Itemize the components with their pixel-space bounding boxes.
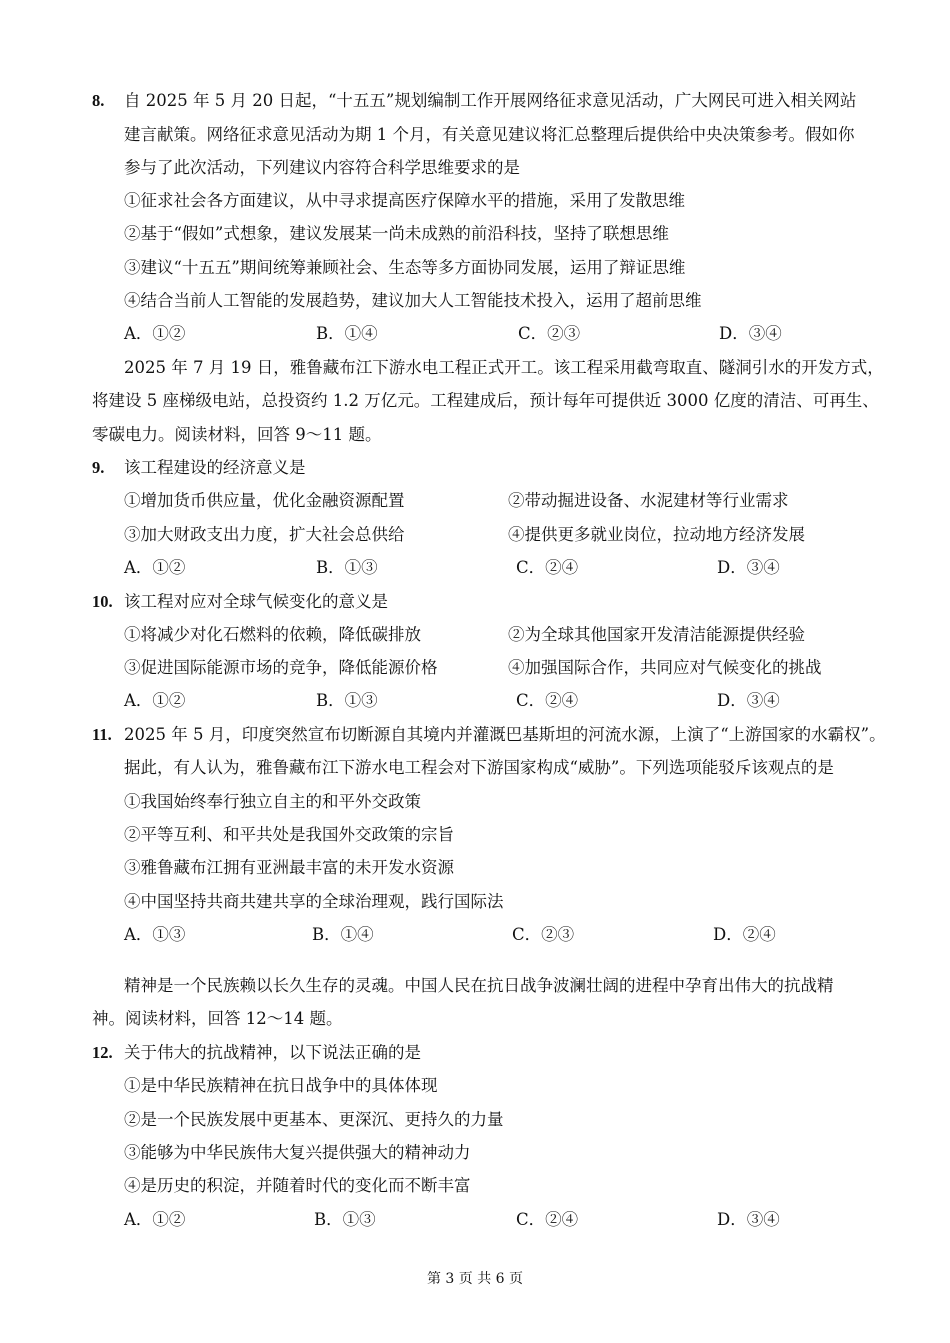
question-stem: 建言献策。网络征求意见活动为期 1 个月，有关意见建议将汇总整理后提供给中央决策参考。假如你 [124,125,855,144]
statement-item: ④结合当前人工智能的发展趋势，建议加大人工智能技术投入，运用了超前思维 [124,291,702,310]
statement-item: ④加强国际合作，共同应对气候变化的挑战 [508,658,822,677]
answer-option-a: A．①③ [124,925,186,944]
statement-item: ①我国始终奉行独立自主的和平外交政策 [124,792,421,811]
answer-option-d: D．②④ [713,925,776,944]
statement-item: ③雅鲁藏布江拥有亚洲最丰富的未开发水资源 [124,858,454,877]
answer-option-c: C．②③ [518,324,581,343]
statement-item: ③建议“十五五”期间统筹兼顾社会、生态等多方面协同发展，运用了辩证思维 [124,258,686,277]
answer-option-b: B．①③ [316,691,378,710]
answer-option-b: B．①③ [314,1210,376,1229]
answer-option-a: A．①② [124,324,186,343]
statement-item: ①是中华民族精神在抗日战争中的具体体现 [124,1076,438,1095]
answer-option-d: D．③④ [717,1210,780,1229]
answer-option-c: C．②④ [516,1210,579,1229]
statement-item: ④中国坚持共商共建共享的全球治理观，践行国际法 [124,892,504,911]
question-number: 9. [92,458,105,477]
answer-option-d: D．③④ [719,324,782,343]
question-number: 10. [92,592,113,611]
statement-item: ①将减少对化石燃料的依赖，降低碳排放 [124,625,421,644]
question-stem: 参与了此次活动，下列建议内容符合科学思维要求的是 [124,158,520,177]
statement-item: ③加大财政支出力度，扩大社会总供给 [124,525,405,544]
answer-option-a: A．①② [124,691,186,710]
material-text: 将建设 5 座梯级电站，总投资约 1.2 万亿元。工程建成后，预计每年可提供近 3000 亿度的清洁、可再生、 [92,391,879,410]
statement-item: ③促进国际能源市场的竞争，降低能源价格 [124,658,438,677]
material-text: 神。阅读材料，回答 12～14 题。 [92,1009,343,1028]
question-stem: 2025 年 5 月，印度突然宣布切断源自其境内并灌溉巴基斯坦的河流水源，上演了“上游国家的水霸权”。 [124,725,886,744]
material-text: 零碳电力。阅读材料，回答 9～11 题。 [92,425,382,444]
question-stem: 据此，有人认为，雅鲁藏布江下游水电工程会对下游国家构成“威胁”。下列选项能驳斥该观点的是 [124,758,834,777]
statement-item: ②是一个民族发展中更基本、更深沉、更持久的力量 [124,1110,504,1129]
statement-item: ③能够为中华民族伟大复兴提供强大的精神动力 [124,1143,471,1162]
question-stem: 该工程建设的经济意义是 [124,458,306,477]
statement-item: ①增加货币供应量，优化金融资源配置 [124,491,405,510]
question-number: 11. [92,725,112,744]
statement-item: ②带动掘进设备、水泥建材等行业需求 [508,491,789,510]
answer-option-c: C．②③ [512,925,575,944]
question-number: 8. [92,91,105,110]
question-stem: 关于伟大的抗战精神，以下说法正确的是 [124,1043,421,1062]
statement-item: ②平等互利、和平共处是我国外交政策的宗旨 [124,825,454,844]
material-text: 精神是一个民族赖以长久生存的灵魂。中国人民在抗日战争波澜壮阔的进程中孕育出伟大的抗战精 [124,976,834,995]
answer-option-a: A．①② [124,558,186,577]
question-stem: 该工程对应对全球气候变化的意义是 [124,592,388,611]
statement-item: ④是历史的积淀，并随着时代的变化而不断丰富 [124,1176,471,1195]
statement-item: ②为全球其他国家开发清洁能源提供经验 [508,625,805,644]
statement-item: ②基于“假如”式想象，建议发展某一尚未成熟的前沿科技，坚持了联想思维 [124,224,669,243]
statement-item: ①征求社会各方面建议，从中寻求提高医疗保障水平的措施，采用了发散思维 [124,191,685,210]
answer-option-b: B．①④ [316,324,378,343]
answer-option-c: C．②④ [516,691,579,710]
question-stem: 自 2025 年 5 月 20 日起，“十五五”规划编制工作开展网络征求意见活动，广大网民可进入相关网站 [124,91,857,110]
answer-option-c: C．②④ [516,558,579,577]
answer-option-a: A．①② [124,1210,186,1229]
answer-option-b: B．①③ [316,558,378,577]
material-text: 2025 年 7 月 19 日，雅鲁藏布江下游水电工程正式开工。该工程采用截弯取直、隧洞引水的开发方式， [124,358,884,377]
answer-option-d: D．③④ [717,691,780,710]
statement-item: ④提供更多就业岗位，拉动地方经济发展 [508,525,805,544]
question-number: 12. [92,1043,113,1062]
page-footer: 第 3 页 共 6 页 [426,1271,524,1287]
answer-option-d: D．③④ [717,558,780,577]
answer-option-b: B．①④ [312,925,374,944]
